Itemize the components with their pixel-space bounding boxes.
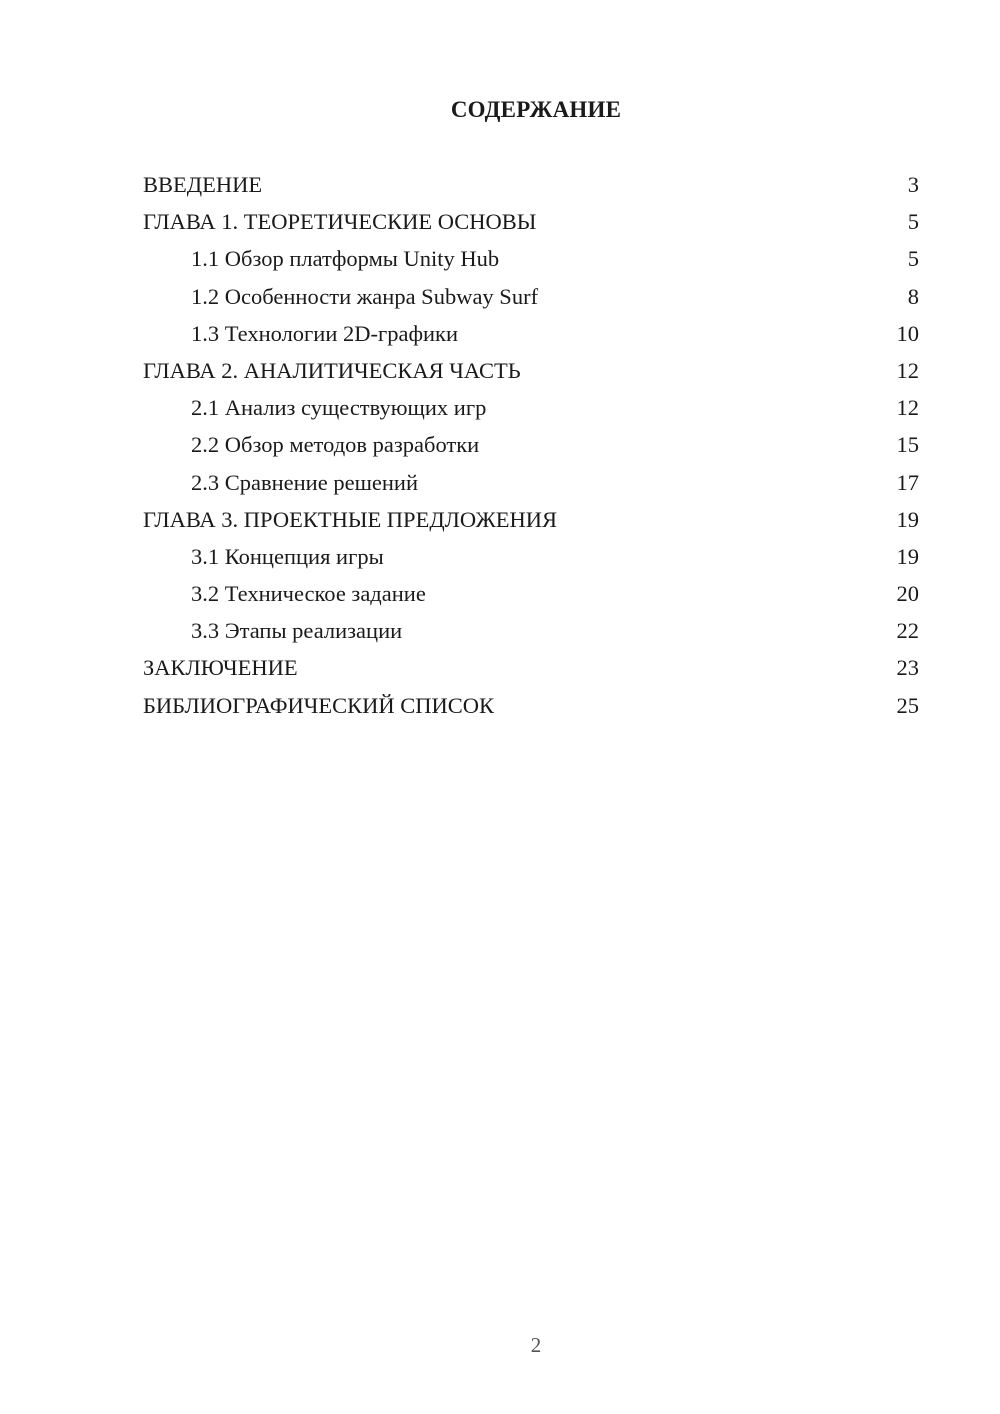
toc-entry-label: 2.3 Сравнение решений [191,469,419,495]
toc-entry-page: 8 [907,283,919,309]
toc-entry-label: 2.2 Обзор методов разработки [191,432,480,458]
toc-entry-label: 1.2 Особенности жанра Subway Surf [191,283,539,309]
toc-entry-label: ЗАКЛЮЧЕНИЕ [143,655,298,681]
toc-entry-section-3-1[interactable] [143,538,919,575]
toc-entry-section-1-2[interactable] [143,278,919,315]
toc-entry-page: 5 [907,209,919,235]
toc-entry-label: ГЛАВА 3. ПРОЕКТНЫЕ ПРЕДЛОЖЕНИЯ [143,506,558,532]
toc-entry-label: 1.1 Обзор платформы Unity Hub [191,246,500,272]
toc-entry-section-3-2[interactable] [143,575,919,612]
page-title: СОДЕРЖАНИЕ [450,97,622,122]
toc-entry-page: 12 [896,357,919,383]
toc-entry-section-2-3[interactable] [143,464,919,501]
toc-entry-page: 12 [896,395,919,421]
toc-entry-label: ВВЕДЕНИЕ [143,172,263,197]
toc-entry-page: 5 [907,246,919,272]
toc-entry-conclusion[interactable] [143,649,919,686]
toc-entry-label: 3.3 Этапы реализации [191,618,403,644]
toc-entry-introduction[interactable] [143,166,919,203]
toc-entry-label: ГЛАВА 2. АНАЛИТИЧЕСКАЯ ЧАСТЬ [143,357,521,383]
toc-entry-section-1-3[interactable] [143,315,919,352]
toc-entry-label: 3.2 Техническое задание [191,581,426,607]
toc-entry-page: 20 [896,581,919,607]
toc-entry-section-3-3[interactable] [143,612,919,649]
toc-entry-chapter-2[interactable] [143,352,919,389]
toc-entry-page: 10 [896,320,919,346]
toc-entry-label: 2.1 Анализ существующих игр [191,395,487,421]
toc-entry-page: 23 [896,655,919,681]
toc-entry-label: ГЛАВА 1. ТЕОРЕТИЧЕСКИЕ ОСНОВЫ [143,209,537,235]
toc-entry-page: 15 [896,432,919,458]
toc-entry-chapter-1[interactable] [143,203,919,240]
toc-entry-label: 1.3 Технологии 2D-графики [191,320,459,346]
page-number: 2 [530,1333,542,1357]
toc-entry-page: 22 [896,618,919,644]
toc-entry-section-2-1[interactable] [143,389,919,426]
toc-entry-chapter-3[interactable] [143,501,919,538]
toc-entry-page: 3 [907,172,919,197]
toc-entry-label: БИБЛИОГРАФИЧЕСКИЙ СПИСОК [143,692,495,718]
toc-entry-label: 3.1 Концепция игры [191,543,384,569]
toc-entry-page: 25 [896,692,919,718]
toc-entry-section-1-1[interactable] [143,240,919,277]
table-of-contents [143,166,919,724]
toc-entry-section-2-2[interactable] [143,426,919,463]
toc-entry-page: 19 [896,506,919,532]
toc-entry-bibliography[interactable] [143,687,919,724]
toc-entry-page: 19 [896,543,919,569]
toc-entry-page: 17 [896,469,919,495]
